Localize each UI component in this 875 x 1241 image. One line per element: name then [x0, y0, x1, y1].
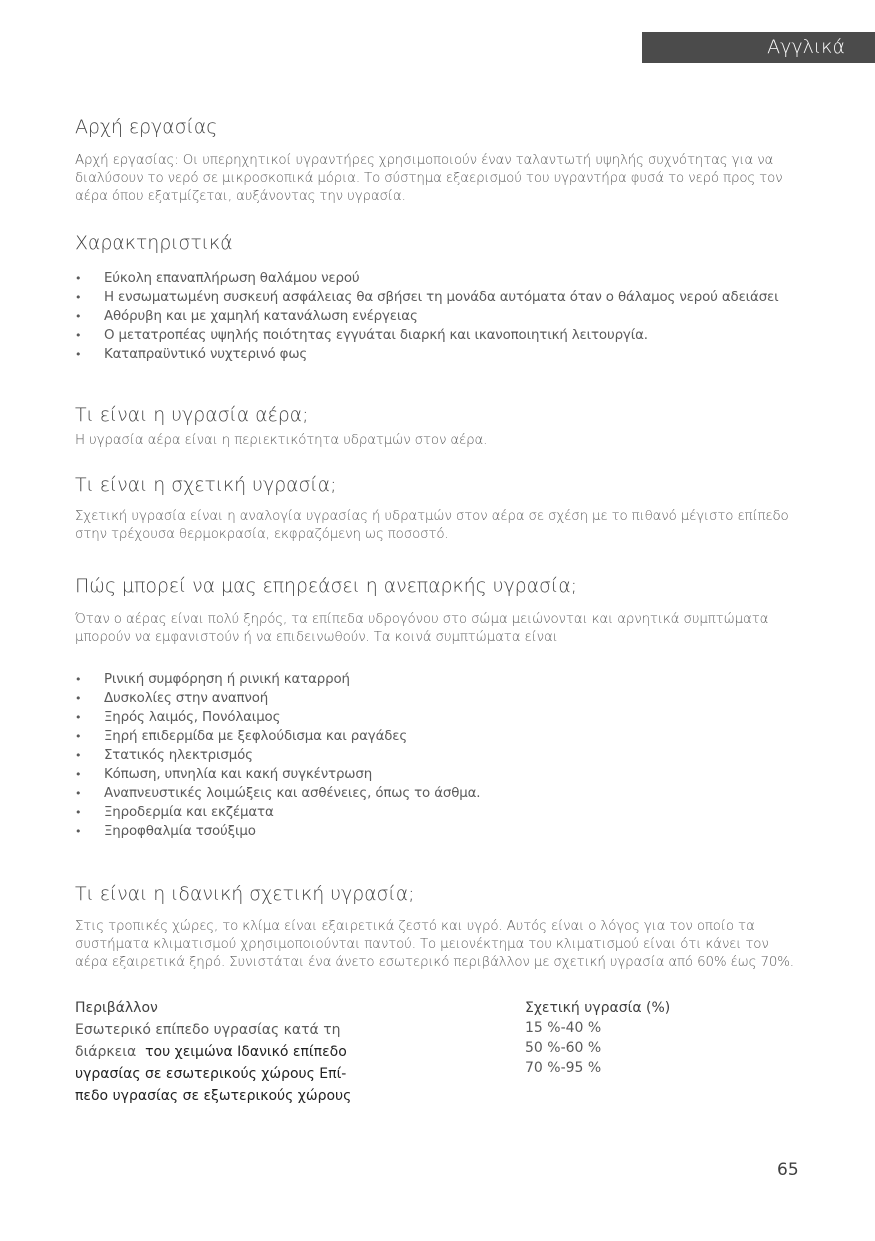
list-item: • Ο μετατροπέας υψηλής ποιότητας εγγυάται διαρκή και ικανοποιητική λειτουργία.	[75, 326, 800, 345]
table-cell: υγρασίας σε εσωτερικούς χώρους Επί-	[75, 1066, 347, 1082]
list-item: • Δυσκολίες στην αναπνοή	[75, 689, 800, 708]
table-cell: πεδο υγρασίας σε εξωτερικούς χώρους	[75, 1088, 352, 1104]
list-item: • Ρινική συμφόρηση ή ρινική καταρροή	[75, 670, 800, 689]
language-tab: Αγγλικά	[642, 32, 875, 63]
list-item: • Ξηροδερμία και εκζέματα	[75, 803, 800, 822]
list-item: • Ξηροφθαλμία τσούξιμο	[75, 822, 800, 841]
table-header-relative-humidity: Σχετική υγρασία (%)	[525, 1000, 671, 1016]
list-item: • Ξηρός λαιμός, Πονόλαιμος	[75, 708, 800, 727]
list-item: • Στατικός ηλεκτρισμός	[75, 746, 800, 765]
section-title-ideal: Τι είναι η ιδανική σχετική υγρασία;	[75, 883, 415, 905]
section-title-relative-humidity: Τι είναι η σχετική υγρασία;	[75, 474, 337, 496]
table-cell-part: του χειμώνα Ιδανικό επίπεδο	[145, 1044, 347, 1060]
section-title-principle: Αρχή εργασίας	[75, 116, 218, 138]
insufficient-body: Όταν ο αέρας είναι πολύ ξηρός, τα επίπεδα υδρογόνου στο σώμα μειώνονται και αρνητικά συμπτώματα μπορούν να εμφανιστούν ή να επιδεινωθούν. Τα κοινά συμπτώματα είναι	[75, 612, 769, 645]
list-item: • Η ενσωματωμένη συσκευή ασφάλειας θα σβήσει τη μονάδα αυτόματα όταν ο θάλαμος νερού αδειάσει	[75, 288, 800, 307]
table-cell: 15 %-40 %	[525, 1020, 602, 1036]
table-cell	[75, 1042, 405, 1062]
list-item: • Αναπνευστικές λοιμώξεις και ασθένειες, όπως το άσθμα.	[75, 784, 800, 803]
table-cell: 70 %-95 %	[525, 1060, 602, 1076]
principle-body: Αρχή εργασίας: Οι υπερηχητικοί υγραντήρες χρησιμοποιούν έναν ταλαντωτή υψηλής συχνότητας για να διαλύσουν το νερό σε μικροσκοπικά μόρια. Το σύστημα εξαερισμού του υγραντήρα φυσά το νερό προς τον αέρα όπου εξατμίζεται, αυξάνοντας την υγρασία.	[75, 153, 783, 204]
table-cell-part: διάρκεια	[75, 1044, 137, 1060]
symptoms-list	[75, 670, 800, 841]
table-header-environment: Περιβάλλον	[75, 1000, 158, 1016]
list-item: • Κόπωση, υπνηλία και κακή συγκέντρωση	[75, 765, 800, 784]
page-number: 65	[777, 1160, 799, 1180]
table-cell: Εσωτερικό επίπεδο υγρασίας κατά τη	[75, 1022, 341, 1038]
list-item: • Καταπραϋντικό νυχτερινό φως	[75, 345, 800, 364]
section-title-air-humidity: Τι είναι η υγρασία αέρα;	[75, 404, 309, 426]
section-title-insufficient: Πώς μπορεί να μας επηρεάσει η ανεπαρκής υγρασία;	[75, 575, 577, 597]
table-cell: 50 %-60 %	[525, 1040, 602, 1056]
features-list	[75, 269, 800, 364]
ideal-body: Στις τροπικές χώρες, το κλίμα είναι εξαιρετικά ζεστό και υγρό. Αυτός είναι ο λόγος για τον οποίο τα συστήματα κλιματισμού χρησιμοποιούνται παντού. Το μειονέκτημα του κλιματισμού είναι ότι κάνει τον αέρα εξαιρετικά ξηρό. Συνιστάται ένα άνετο εσωτερικό περιβάλλον με σχετική υγρασία από 60% έως 70%.	[75, 919, 794, 970]
table-humidity-column	[525, 998, 775, 1078]
section-title-features: Χαρακτηριστικά	[75, 232, 233, 254]
table-environment-column	[75, 998, 405, 1106]
list-item: • Εύκολη επαναπλήρωση θαλάμου νερού	[75, 269, 800, 288]
relative-humidity-body: Σχετική υγρασία είναι η αναλογία υγρασίας ή υδρατμών στον αέρα σε σχέση με το πιθανό μέγιστο επίπεδο στην τρέχουσα θερμοκρασία, εκφραζόμενη ως ποσοστό.	[75, 509, 789, 542]
list-item: • Αθόρυβη και με χαμηλή κατανάλωση ενέργειας	[75, 307, 800, 326]
air-humidity-body: Η υγρασία αέρα είναι η περιεκτικότητα υδρατμών στον αέρα.	[75, 433, 488, 448]
list-item: • Ξηρή επιδερμίδα με ξεφλούδισμα και ραγάδες	[75, 727, 800, 746]
